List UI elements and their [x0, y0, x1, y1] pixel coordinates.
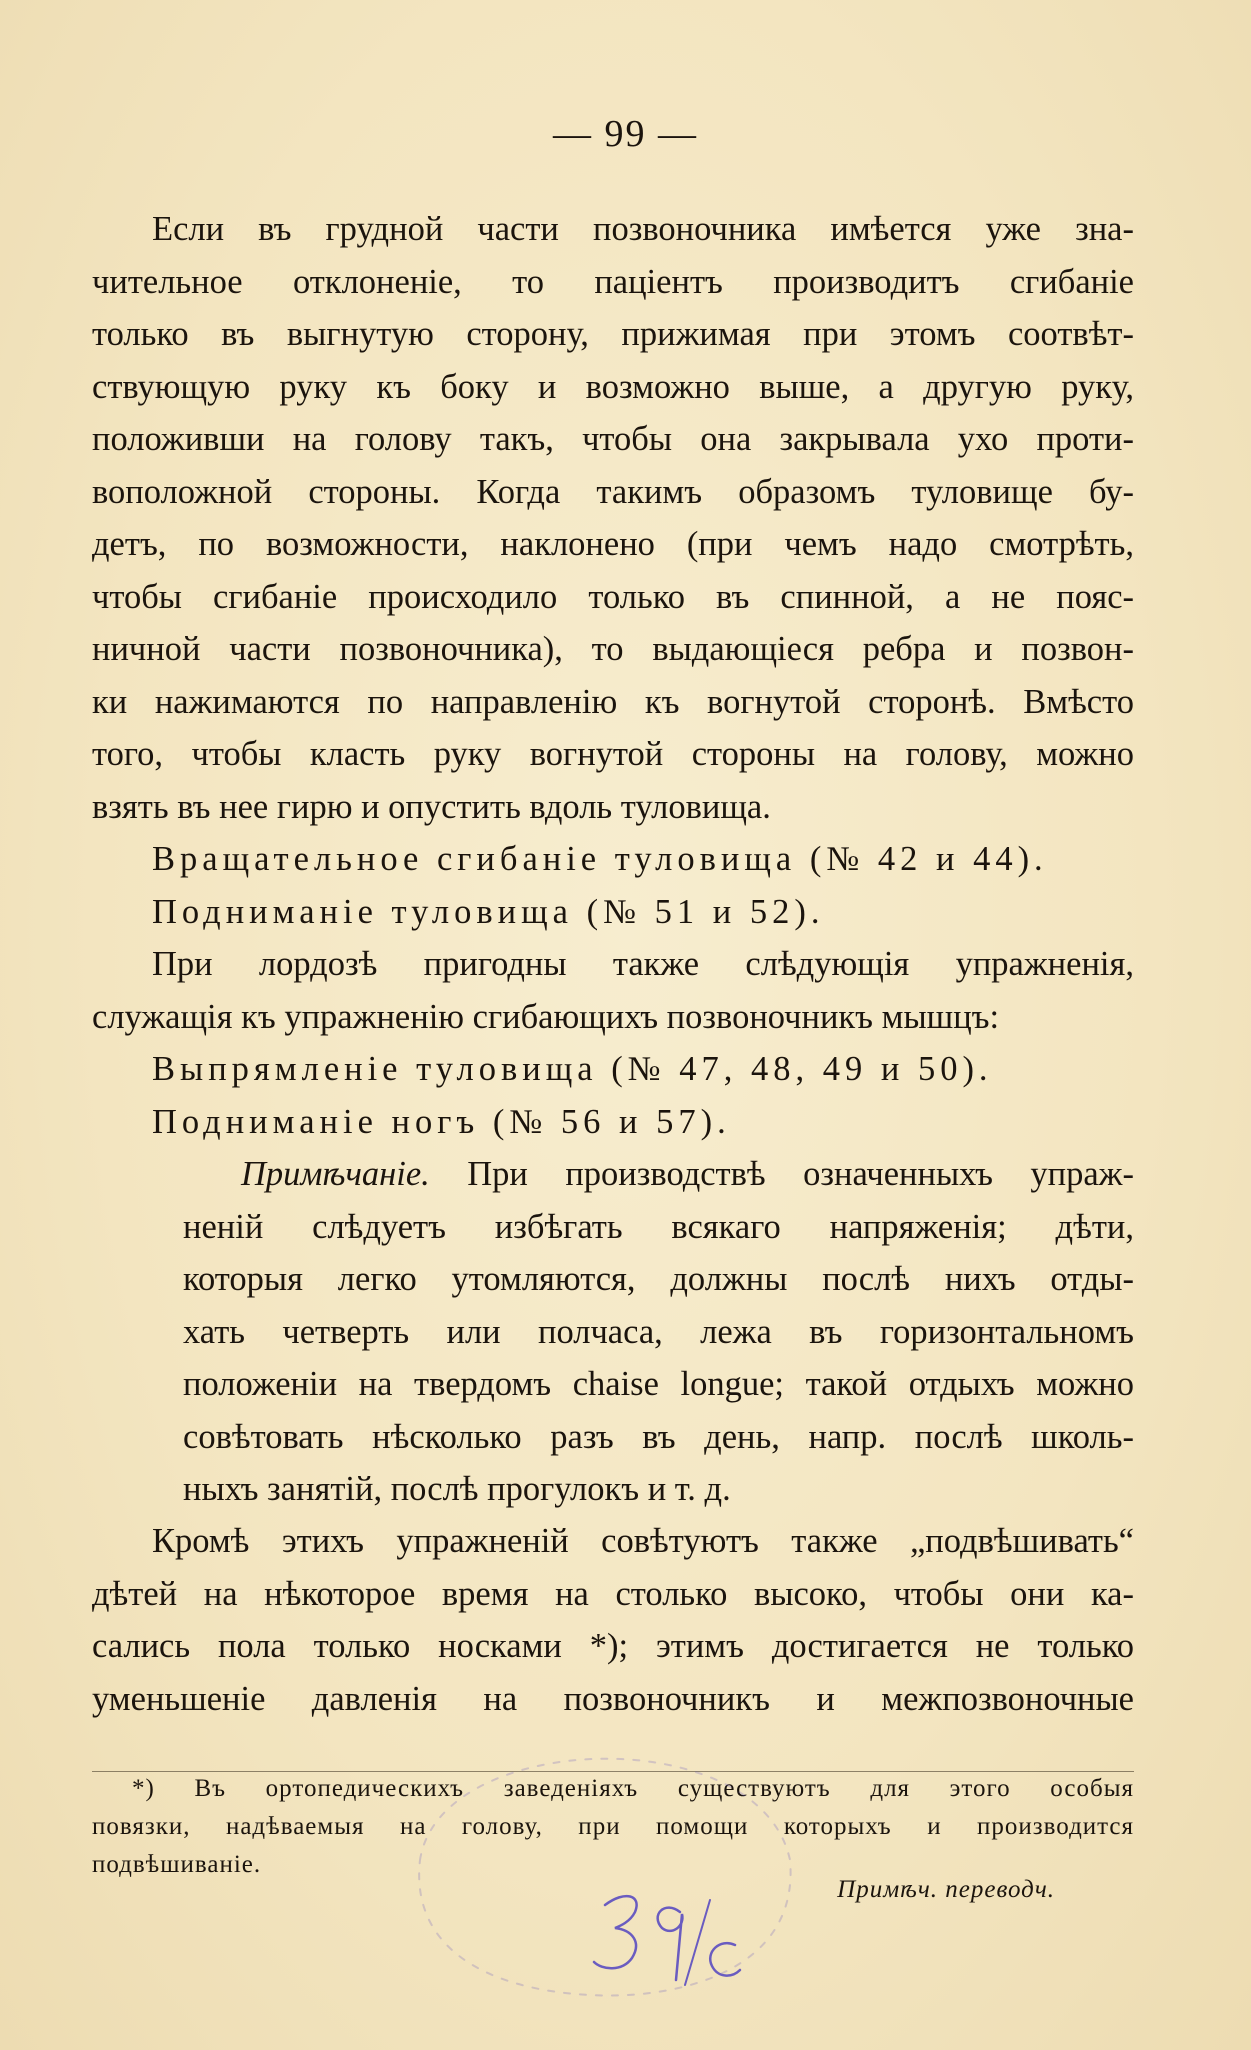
footnote-line: повязки, надѣваемыя на голову, при помощи которыхъ и производится	[92, 1813, 1134, 1840]
paragraph-line: детъ, по возможности, наклонено (при чемъ надо смотрѣть,	[92, 525, 1134, 563]
paragraph-line: сались пола только носками *); этимъ достигается не только	[92, 1627, 1134, 1665]
remark-line: хать четверть или полчаса, лежа въ горизонтальномъ	[183, 1312, 1134, 1351]
library-stamp	[380, 1690, 820, 2010]
translator-note-signature: Примѣч. переводч.	[837, 1876, 1055, 1903]
exercise-rotational-bending: Вращательное сгибаніе туловища (№ 42 и 44).	[152, 840, 1048, 878]
paragraph-1	[92, 203, 1134, 1148]
lordosis-line: При лордозѣ пригодны также слѣдующія упражненія,	[152, 945, 1134, 983]
paragraph-line: только въ выгнутую сторону, прижимая при этомъ соотвѣт-	[92, 315, 1134, 353]
paragraph-line: воположной стороны. Когда такимъ образомъ туловище бу-	[92, 472, 1134, 511]
page-number: — 99 —	[553, 113, 698, 155]
lordosis-line: служащія къ упражненію сгибающихъ позвоночникъ мышцъ:	[92, 997, 1000, 1036]
remark-block	[183, 1148, 1134, 1516]
paragraph-line: взять въ нее гирю и опустить вдоль туловища.	[92, 787, 771, 826]
paragraph-line: того, чтобы класть руку вогнутой стороны на голову, можно	[92, 735, 1134, 773]
paragraph-line: Кромѣ этихъ упражненій совѣтуютъ также „подвѣшивать“	[152, 1522, 1134, 1560]
exercise-leg-raising: Подниманіе ногъ (№ 56 и 57).	[152, 1102, 731, 1141]
remark-line: ныхъ занятій, послѣ прогулокъ и т. д.	[183, 1470, 731, 1508]
remark-line: положеніи на твердомъ chaise longue; такой отдыхъ можно	[183, 1365, 1134, 1403]
remark-line: которыя легко утомляются, должны послѣ нихъ отды-	[183, 1260, 1134, 1298]
stamp-numeral-nine	[658, 1908, 683, 1980]
footnote-line: подвѣшиваніе.	[92, 1851, 262, 1878]
paragraph-line: ки нажимаются по направленію къ вогнутой сторонѣ. Вмѣсто	[92, 682, 1134, 721]
paragraph-line: Если въ грудной части позвоночника имѣется уже зна-	[152, 210, 1134, 248]
paragraph-line: ничной части позвоночника), то выдающіеся ребра и позвон-	[92, 630, 1134, 668]
remark-first-line	[183, 1148, 1134, 1201]
stamp-ring	[419, 1759, 790, 1996]
paragraph-line: ствующую руку къ боку и возможно выше, а другую руку,	[92, 367, 1134, 406]
remark-line: совѣтовать нѣсколько разъ въ день, напр. послѣ школь-	[183, 1417, 1134, 1456]
exercise-trunk-raising: Подниманіе туловища (№ 51 и 52).	[152, 892, 825, 931]
footnote-line: *) Въ ортопедическихъ заведеніяхъ существуютъ для этого особыя	[132, 1775, 1134, 1802]
stamp-letter-c	[710, 1943, 740, 1975]
remark-line: неній слѣдуетъ избѣгать всякаго напряженія; дѣти,	[183, 1207, 1134, 1246]
exercise-trunk-straightening: Выпрямленіе туловища (№ 47, 48, 49 и 50).	[152, 1050, 993, 1088]
stamp-slash	[685, 1900, 710, 1985]
paragraph-line: уменьшеніе давленія на позвоночникъ и межпозвоночные	[92, 1679, 1134, 1718]
paragraph-line: дѣтей на нѣкоторое время на столько высоко, чтобы они ка-	[92, 1574, 1134, 1613]
stamp-numeral-three	[594, 1896, 637, 1968]
remark-first-line-text: При производствѣ означенныхъ упраж-	[467, 1155, 1134, 1193]
paragraph-line: чительное отклоненіе, то паціентъ производитъ сгибаніе	[92, 262, 1134, 301]
paragraph-line: чтобы сгибаніе происходило только въ спинной, а не пояс-	[92, 577, 1134, 616]
paragraph-line: положивши на голову такъ, чтобы она закрывала ухо проти-	[92, 420, 1134, 458]
remark-label: Примѣчаніе.	[241, 1155, 430, 1193]
